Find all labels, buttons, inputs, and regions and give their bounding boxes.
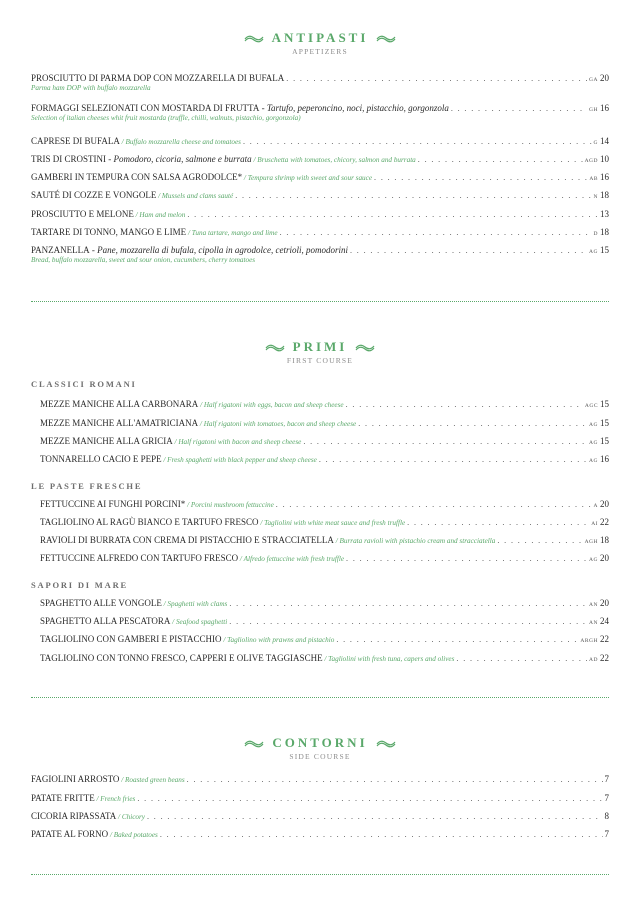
leader-dots — [319, 454, 587, 465]
leader-dots — [358, 418, 587, 429]
item-text — [31, 103, 449, 114]
leader-dots — [374, 172, 587, 183]
item-translation: Selection of italian cheeses whit fruit mostarda (truffle, chilli, walnuts, pistachio, gorgonzola) — [31, 114, 301, 122]
leader-dots — [336, 634, 578, 645]
menu-item — [40, 418, 609, 431]
item-price: 14 — [600, 136, 609, 146]
item-price: 18 — [600, 535, 609, 545]
menu-item — [40, 399, 609, 412]
menu-item — [40, 436, 609, 449]
menu-item — [31, 829, 609, 841]
leader-dots — [229, 616, 587, 627]
item-text — [40, 634, 334, 646]
item-translation: / Porcini mushroom fettuccine — [185, 501, 274, 509]
item-price: 16 — [600, 172, 609, 182]
item-translation: / Tempura shrimp with sweet and sour sauce — [242, 174, 373, 182]
allergen-code: ARGH — [580, 638, 598, 644]
item-price: 15 — [600, 399, 609, 409]
wave-ornament-icon — [376, 33, 396, 43]
item-text — [31, 829, 158, 841]
item-price: 20 — [600, 598, 609, 608]
item-price: 15 — [600, 418, 609, 428]
item-translation: / Buffalo mozzarella cheese and tomatoes — [119, 138, 241, 146]
item-text — [40, 454, 317, 466]
item-price: 16 — [600, 454, 609, 464]
menu-item — [31, 209, 609, 221]
item-name: TARTARE DI TONNO, MANGO E LIME — [31, 227, 187, 237]
leader-dots — [160, 829, 603, 840]
menu-item — [40, 535, 609, 548]
section-divider — [31, 874, 609, 875]
item-price: 7 — [604, 774, 609, 784]
leader-dots — [497, 535, 582, 546]
antipasti-subtitle: APPETIZERS — [292, 47, 348, 56]
item-name: CAPRESE DI BUFALA — [31, 136, 120, 146]
item-name: PATATE AL FORNO — [31, 829, 109, 839]
leader-dots — [407, 517, 589, 528]
item-text — [40, 517, 405, 529]
leader-dots — [280, 227, 592, 238]
allergen-code: G — [593, 140, 598, 146]
allergen-code: AG — [589, 458, 598, 464]
item-translation: Parma ham DOP with buffalo mozzarella — [31, 84, 151, 92]
menu-item — [40, 634, 609, 647]
leader-dots — [235, 190, 591, 201]
leader-dots — [451, 103, 587, 114]
leader-dots — [187, 209, 598, 220]
menu-item — [40, 616, 609, 629]
section-divider — [31, 301, 609, 302]
item-translation: / Tagliolini with fresh tuna, capers and olives — [322, 655, 455, 663]
item-translation: / Seafood spaghetti — [170, 618, 228, 626]
leader-dots — [303, 436, 587, 447]
item-name: PANZANELLA — [31, 245, 90, 255]
item-name: CICORIA RIPASSATA — [31, 811, 117, 821]
menu-item — [31, 136, 609, 149]
item-text — [40, 418, 356, 430]
menu-item — [40, 499, 609, 512]
item-text — [40, 616, 227, 628]
contorni-header — [0, 736, 640, 761]
item-translation: / Mussels and clams sauté — [156, 192, 234, 200]
item-text — [40, 399, 344, 411]
contorni-title: CONTORNI — [272, 735, 368, 750]
item-translation: / Half rigatoni with tomatoes, bacon and sheep cheese — [198, 420, 357, 428]
item-price: 22 — [600, 653, 609, 663]
allergen-code: AGD — [584, 158, 598, 164]
item-ingredients: - Tartufo, peperoncino, noci, pistacchio, gorgonzola — [259, 103, 449, 113]
menu-item — [31, 172, 609, 185]
category-title: LE PASTE FRESCHE — [31, 481, 143, 491]
primi-header — [0, 340, 640, 365]
allergen-code: N — [593, 194, 598, 200]
primi-subtitle: FIRST COURSE — [286, 356, 354, 365]
item-translation: / French fries — [94, 795, 136, 803]
menu-item — [31, 811, 609, 823]
item-name: FETTUCCINE ALFREDO CON TARTUFO FRESCO — [40, 553, 239, 563]
item-translation: / Tagliolini with white meat sauce and fresh truffle — [258, 519, 406, 527]
item-translation: / Half rigatoni with bacon and sheep cheese — [172, 438, 302, 446]
item-name: FAGIOLINI ARROSTO — [31, 774, 120, 784]
item-translation: / Roasted green beans — [119, 776, 185, 784]
item-name: TAGLIOLINO CON TONNO FRESCO, CAPPERI E OLIVE TAGGIASCHE — [40, 653, 323, 663]
section-divider — [31, 697, 609, 698]
menu-item — [40, 598, 609, 611]
item-translation: / Fresh spaghetti with black pepper and sheep cheese — [161, 456, 317, 464]
item-text — [31, 190, 233, 202]
section-title — [0, 736, 640, 750]
item-text — [31, 154, 416, 166]
wave-ornament-icon — [355, 342, 375, 352]
allergen-code: AD — [589, 657, 598, 663]
menu-item — [31, 774, 609, 786]
allergen-code: D — [593, 231, 598, 237]
item-text — [40, 436, 301, 448]
primi-title: PRIMI — [292, 339, 348, 354]
leader-dots — [243, 136, 592, 147]
menu-item — [40, 653, 609, 666]
leader-dots — [229, 598, 587, 609]
leader-dots — [346, 399, 583, 410]
item-text — [40, 598, 227, 610]
item-translation: / Tuna tartare, mango and lime — [186, 229, 278, 237]
item-price: 10 — [600, 154, 609, 164]
item-price: 16 — [600, 103, 609, 113]
wave-ornament-icon — [265, 342, 285, 352]
allergen-code: AGH — [584, 539, 598, 545]
item-translation: / Spaghetti with clams — [161, 600, 228, 608]
item-name: RAVIOLI DI BURRATA CON CREMA DI PISTACCHIO E STRACCIATELLA — [40, 535, 334, 545]
item-price: 20 — [600, 499, 609, 509]
item-price: 18 — [600, 227, 609, 237]
menu-item — [31, 227, 609, 240]
leader-dots — [350, 245, 587, 256]
allergen-code: AG — [589, 422, 598, 428]
item-name: MEZZE MANICHE ALLA GRICIA — [40, 436, 173, 446]
item-price: 18 — [600, 190, 609, 200]
item-text — [31, 811, 145, 823]
item-name: PATATE FRITTE — [31, 793, 95, 803]
allergen-code: A — [593, 503, 598, 509]
item-translation: / Baked potatoes — [108, 831, 158, 839]
category-title: CLASSICI ROMANI — [31, 379, 137, 389]
item-translation: / Chicory — [116, 813, 145, 821]
item-text — [40, 499, 274, 511]
allergen-code: GA — [589, 77, 598, 83]
allergen-code: AB — [589, 176, 598, 182]
item-translation: / Half rigatoni with eggs, bacon and sheep cheese — [198, 401, 344, 409]
item-text — [31, 793, 135, 805]
item-translation: / Bruschetta with tomatoes, chicory, salmon and burrata — [251, 156, 416, 164]
item-name: PROSCIUTTO E MELONE — [31, 209, 134, 219]
item-price: 22 — [600, 634, 609, 644]
item-name: MEZZE MANICHE ALLA CARBONARA — [40, 399, 199, 409]
item-text — [40, 553, 344, 565]
leader-dots — [147, 811, 603, 822]
item-price: 20 — [600, 73, 609, 83]
allergen-code: AG — [589, 440, 598, 446]
item-translation: / Tagliolino with prawns and pistachio — [221, 636, 335, 644]
item-price: 15 — [600, 245, 609, 255]
section-title — [0, 340, 640, 354]
item-price: 22 — [600, 517, 609, 527]
allergen-code: AG — [589, 557, 598, 563]
leader-dots — [137, 793, 602, 804]
antipasti-header — [0, 31, 640, 56]
section-title — [0, 31, 640, 45]
item-text — [40, 653, 454, 665]
item-translation: / Ham and melon — [133, 211, 186, 219]
item-name: SAUTÉ DI COZZE E VONGOLE — [31, 190, 157, 200]
item-text — [31, 73, 284, 84]
item-text — [40, 535, 495, 547]
wave-ornament-icon — [376, 738, 396, 748]
item-price: 13 — [600, 209, 609, 219]
item-name: FORMAGGI SELEZIONATI CON MOSTARDA DI FRUTTA — [31, 103, 260, 113]
menu-item — [40, 553, 609, 566]
item-ingredients: - Pane, mozzarella di bufala, cipolla in agrodolce, cetrioli, pomodorini — [89, 245, 348, 255]
leader-dots — [456, 653, 587, 664]
item-text — [31, 209, 185, 221]
wave-ornament-icon — [244, 738, 264, 748]
item-price: 20 — [600, 553, 609, 563]
item-price: 15 — [600, 436, 609, 446]
allergen-code: AI — [591, 521, 598, 527]
leader-dots — [418, 154, 583, 165]
item-text — [31, 245, 348, 256]
menu-item — [31, 154, 609, 167]
item-price: 7 — [604, 793, 609, 803]
leader-dots — [346, 553, 587, 564]
leader-dots — [286, 73, 587, 84]
item-text — [31, 227, 278, 239]
item-name: TRIS DI CROSTINI — [31, 154, 107, 164]
leader-dots — [187, 774, 603, 785]
item-text — [31, 774, 185, 786]
item-text — [31, 136, 241, 148]
item-name: MEZZE MANICHE ALL'AMATRICIANA — [40, 418, 199, 428]
item-name: TAGLIOLINO CON GAMBERI E PISTACCHIO — [40, 634, 222, 644]
menu-item — [40, 454, 609, 467]
allergen-code: AGC — [584, 403, 598, 409]
menu-item — [31, 190, 609, 203]
item-ingredients: - Pomodoro, cicoria, salmone e burrata — [106, 154, 252, 164]
item-price: 7 — [604, 829, 609, 839]
item-name: PROSCIUTTO DI PARMA DOP CON MOZZARELLA DI BUFALA — [31, 73, 285, 83]
category-title: SAPORI DI MARE — [31, 580, 128, 590]
item-text — [31, 172, 372, 184]
item-name: SPAGHETTO ALLE VONGOLE — [40, 598, 162, 608]
menu-item — [40, 517, 609, 530]
item-price: 8 — [604, 811, 609, 821]
allergen-code: AN — [589, 602, 598, 608]
menu-item — [31, 793, 609, 805]
item-name: GAMBERI IN TEMPURA CON SALSA AGRODOLCE* — [31, 172, 243, 182]
item-price: 24 — [600, 616, 609, 626]
item-name: FETTUCCINE AI FUNGHI PORCINI* — [40, 499, 186, 509]
item-translation: Bread, buffalo mozzarella, sweet and sour onion, cucumbers, cherry tomatoes — [31, 256, 256, 264]
leader-dots — [276, 499, 592, 510]
item-name: TONNARELLO CACIO E PEPE — [40, 454, 162, 464]
item-name: SPAGHETTO ALLA PESCATORA — [40, 616, 171, 626]
allergen-code: GH — [589, 107, 598, 113]
allergen-code: AN — [589, 620, 598, 626]
wave-ornament-icon — [244, 33, 264, 43]
item-translation: / Burrata ravioli with pistachio cream and stracciatella — [333, 537, 496, 545]
contorni-subtitle: SIDE COURSE — [289, 752, 351, 761]
antipasti-title: ANTIPASTI — [271, 30, 369, 45]
allergen-code: AG — [589, 249, 598, 255]
item-name: TAGLIOLINO AL RAGÙ BIANCO E TARTUFO FRESCO — [40, 517, 259, 527]
item-translation: / Alfredo fettuccine with fresh truffle — [238, 555, 345, 563]
